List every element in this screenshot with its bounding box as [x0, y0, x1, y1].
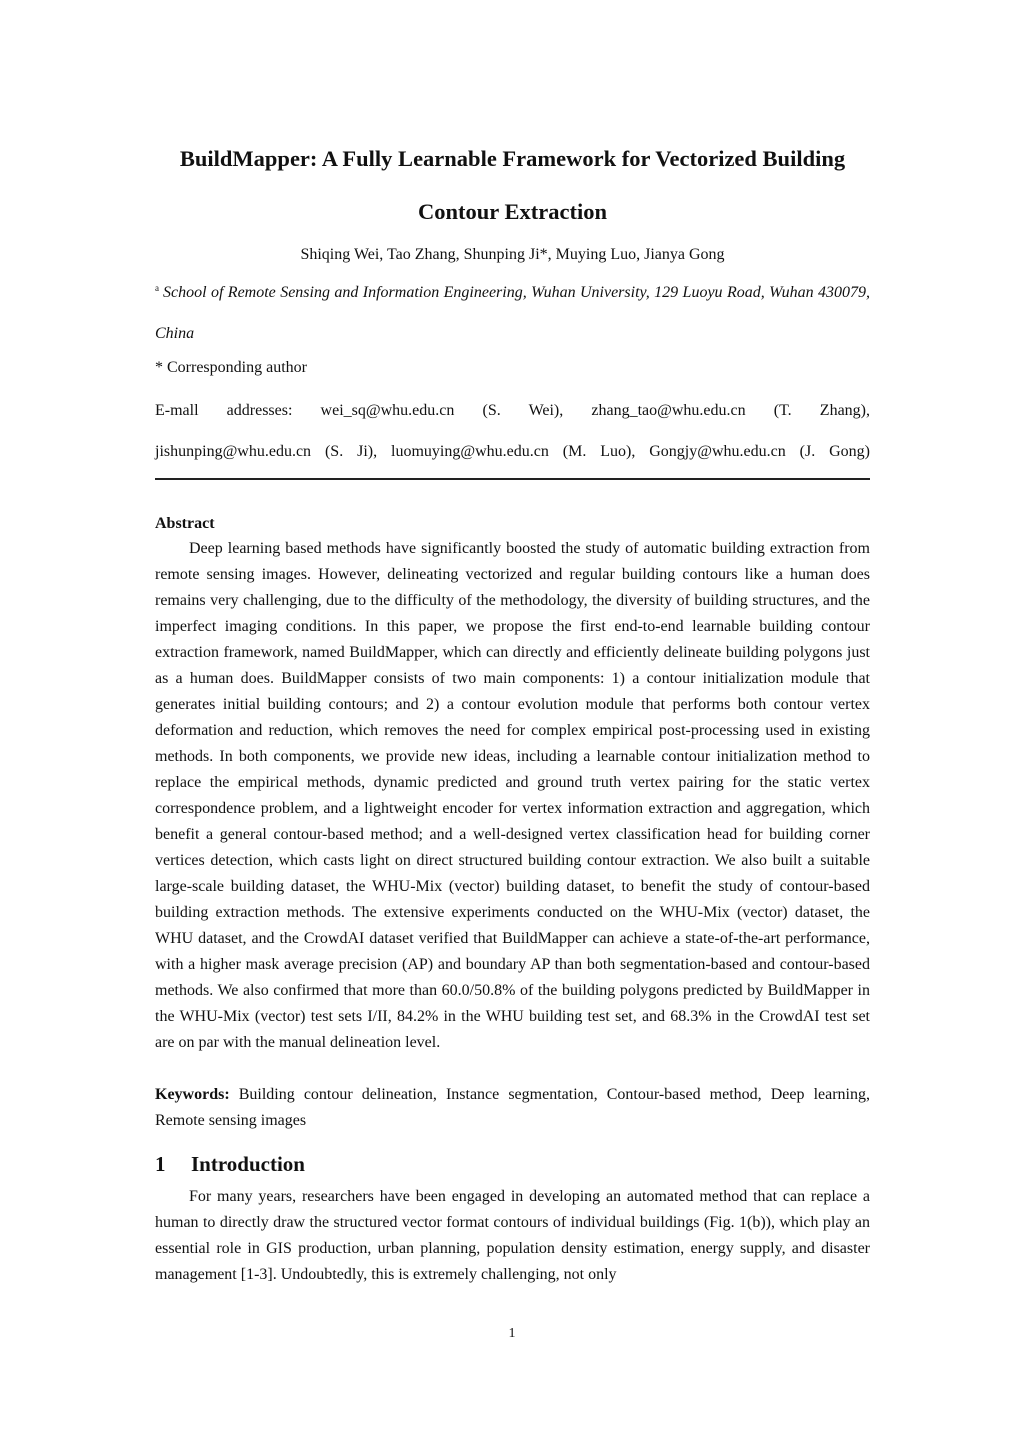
affiliation	[155, 272, 870, 354]
page-number: 1	[508, 1326, 516, 1341]
keywords-label: Keywords:	[155, 1086, 230, 1103]
author-list: Shiqing Wei, Tao Zhang, Shunping Ji*, Muying Luo, Jianya Gong	[300, 246, 725, 263]
paper-title	[155, 132, 870, 238]
section-title: Introduction	[191, 1152, 305, 1176]
keywords-text: Building contour delineation, Instance segmentation, Contour-based method, Deep learning, Remote sensing images	[155, 1086, 870, 1129]
email-line-2: jishunping@whu.edu.cn (S. Ji), luomuying@whu.edu.cn (M. Luo), Gongjy@whu.edu.cn (J. Gong)	[155, 443, 870, 460]
intro-paragraph: For many years, researchers have been engaged in developing an automated method that can replace a human to directly draw the structured vector format contours of individual buildings (Fig. 1(b)), which play an essential role in GIS production, urban planning, population density estimation, energy supply, and disaster management [1-3]. Undoubtedly, this is extremely challenging, not only	[155, 1188, 870, 1283]
abstract-body: Deep learning based methods have significantly boosted the study of automatic building extraction from remote sensing images. However, delineating vectorized and regular building contours like a human does remains very challenging, due to the difficulty of the methodology, the diversity of building structures, and the imperfect imaging conditions. In this paper, we propose the first end-to-end learnable building contour extraction framework, named BuildMapper, which can directly and efficiently delineate building polygons just as a human does. BuildMapper consists of two main components: 1) a contour initialization module that generates initial building contours; and 2) a contour evolution module that performs both contour vertex deformation and reduction, which removes the need for complex empirical post-processing used in existing methods. In both components, we provide new ideas, including a learnable contour initialization method to replace the empirical methods, dynamic predicted and ground truth vertex pairing for the static vertex correspondence problem, and a lightweight encoder for vertex information extraction and aggregation, which benefit a general contour-based method; and a well-designed vertex classification head for building corner vertices detection, which casts light on direct structured building contour extraction. We also built a suitable large-scale building dataset, the WHU-Mix (vector) building dataset, to benefit the study of contour-based building extraction methods. The extensive experiments conducted on the WHU-Mix (vector) dataset, the WHU dataset, and the CrowdAI dataset verified that BuildMapper can achieve a state-of-the-art performance, with a higher mask average precision (AP) and boundary AP than both segmentation-based and contour-based methods. We also confirmed that more than 60.0/50.8% of the building polygons predicted by BuildMapper in the WHU-Mix (vector) test sets I/II, 84.2% in the WHU building test set, and 68.3% in the CrowdAI test set are on par with the manual delineation level.	[155, 540, 870, 1051]
paper-page	[155, 132, 870, 1304]
email-line-1: E-mall addresses: wei_sq@whu.edu.cn (S. Wei), zhang_tao@whu.edu.cn (T. Zhang),	[155, 402, 870, 419]
abstract-heading: Abstract	[155, 515, 215, 532]
affiliation-marker: a	[155, 283, 159, 293]
affiliation-text: School of Remote Sensing and Information Engineering, Wuhan University, 129 Luoyu Road, Wuhan 430079, China	[155, 284, 870, 342]
corresponding-author-note: * Corresponding author	[155, 359, 307, 376]
section-heading-introduction	[155, 1150, 870, 1178]
keywords	[155, 1082, 870, 1134]
email-addresses	[155, 390, 870, 480]
paper-title-line1: BuildMapper: A Fully Learnable Framework for Vectorized Building	[179, 146, 846, 171]
paper-title-line2: Contour Extraction	[418, 199, 607, 224]
section-number: 1	[155, 1152, 166, 1176]
